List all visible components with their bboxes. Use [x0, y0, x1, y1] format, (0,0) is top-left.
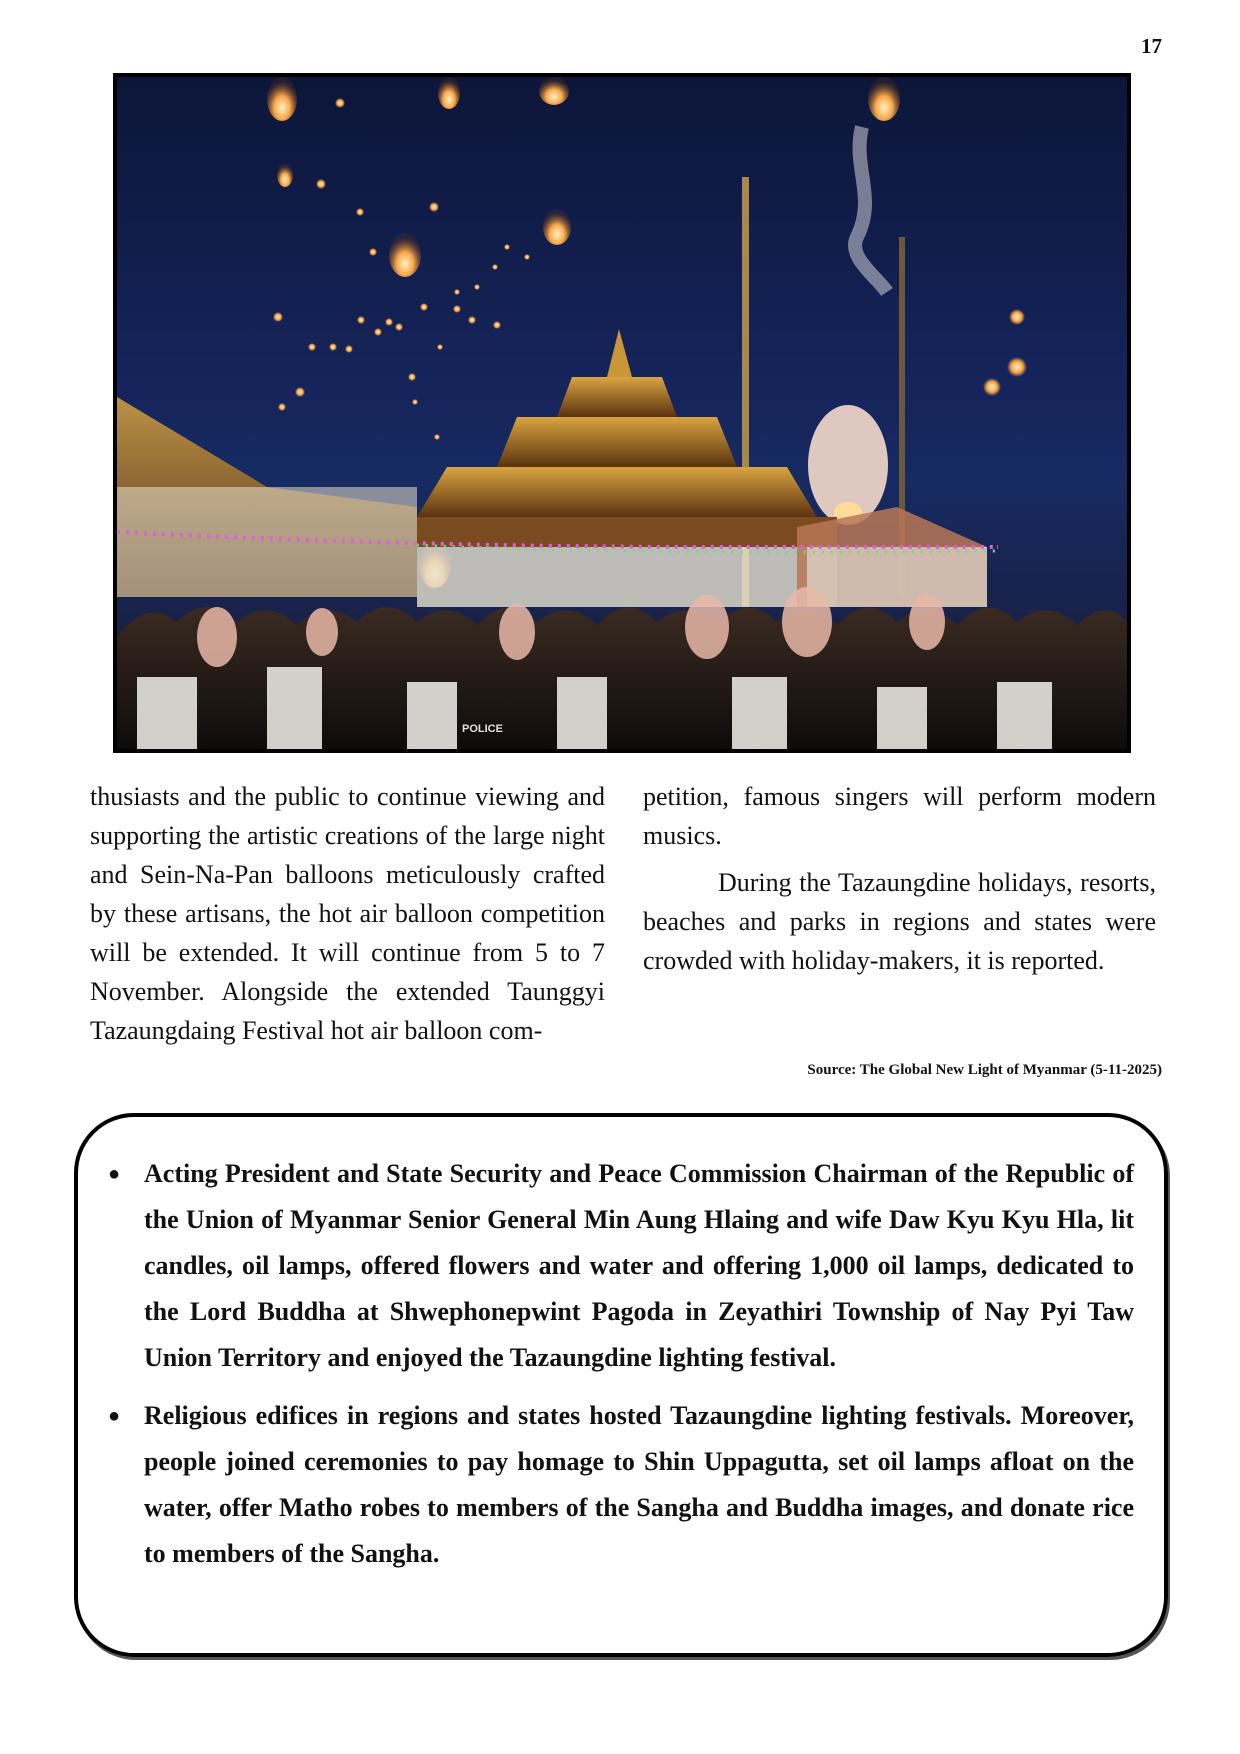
festival-photo-illustration	[117, 77, 1127, 749]
article-right-column	[643, 777, 1156, 980]
highlight-item	[104, 1393, 1134, 1577]
smoke-trail	[855, 127, 887, 292]
page-number: 17	[1141, 34, 1162, 58]
left-building-wall	[117, 487, 417, 597]
source-citation: Source: The Global New Light of Myanmar (5-11-2025)	[807, 1062, 1162, 1078]
highlight-text: Religious edifices in regions and states hosted Tazaungdine lighting festivals. Moreover, people joined ceremonies to pay homage to Shin Uppagutta, set oil lamps afloat on the water, offer Matho robes to members of the Sangha and Buddha images, and donate rice to members of the Sangha.	[144, 1401, 1134, 1568]
article-paragraph: During the Tazaungdine holidays, resorts, beaches and parks in regions and states were crowded with holiday-makers, it is reported.	[643, 868, 1156, 975]
festival-photo	[113, 73, 1131, 753]
article-paragraph: petition, famous singers will perform modern musics.	[643, 782, 1156, 850]
right-hall-wall	[807, 547, 987, 607]
pagoda	[417, 329, 837, 607]
bullet-icon: ●	[108, 1163, 121, 1185]
highlight-box	[74, 1113, 1168, 1657]
highlight-text: Acting President and State Security and Peace Commission Chairman of the Republic of the Union of Myanmar Senior General Min Aung Hlaing and wife Daw Kyu Kyu Hla, lit candles, oil lamps, offered flowers and water and offering 1,000 oil lamps, dedicated to the Lord Buddha at Shwephonepwint Pagoda in Zeyathiri Township of Nay Pyi Taw Union Territory and enjoyed the Tazaungdine lighting festival.	[144, 1159, 1134, 1372]
police-vest-label: POLICE	[462, 723, 503, 735]
bullet-icon: ●	[108, 1405, 121, 1427]
article-paragraph: thusiasts and the public to continue viewing and supporting the artistic creations of the large night and Sein-Na-Pan balloons meticulously crafted by these artisans, the hot air balloon competition will be extended. It will continue from 5 to 7 November. Alongside the extended Taunggyi Tazaungdaing Festival hot air balloon com-	[90, 782, 605, 1045]
article-left-column	[90, 777, 605, 1050]
highlight-item	[104, 1151, 1134, 1381]
highlight-list	[104, 1151, 1134, 1589]
